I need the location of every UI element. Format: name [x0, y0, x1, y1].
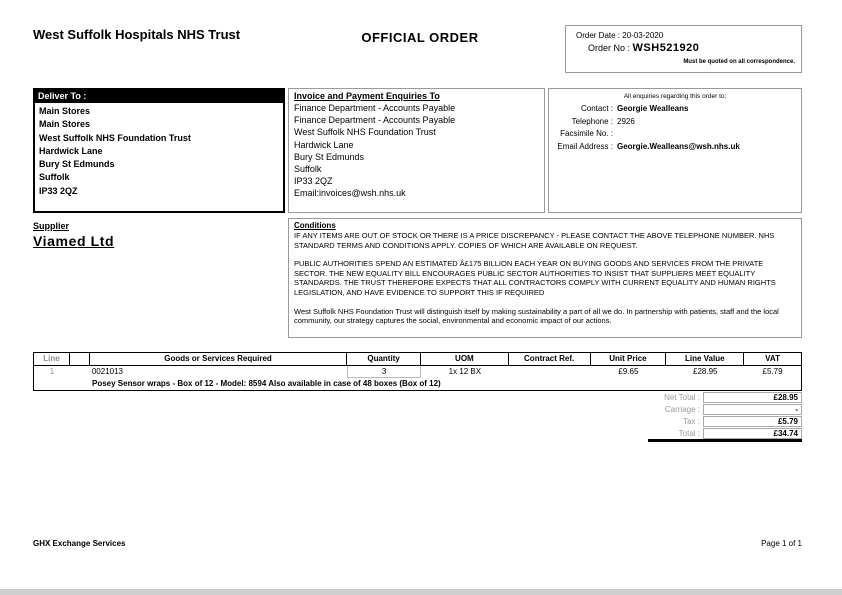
invoice-line: Hardwick Lane	[294, 139, 354, 150]
cell-quantity: 3	[347, 366, 421, 378]
carriage-row	[648, 404, 802, 415]
cell-item-description: Posey Sensor wraps - Box of 12 - Model: 8594 Also available in case of 48 boxes (Box of 12)	[92, 379, 441, 388]
document-title: OFFICIAL ORDER	[361, 30, 479, 45]
order-date-value: 20-03-2020	[622, 31, 664, 40]
deliver-line: Main Stores	[39, 119, 91, 130]
order-number-row	[588, 42, 793, 54]
order-note: Must be quoted on all correspondence.	[683, 59, 795, 65]
deliver-to-address	[35, 103, 283, 200]
facsimile-label: Facsimile No. :	[560, 129, 613, 138]
net-total-value: £28.95	[703, 392, 802, 403]
cell-uom: 1x 12 BX	[448, 367, 482, 376]
cell-unit-price: £9.65	[618, 367, 639, 376]
trust-name: West Suffolk Hospitals NHS Trust	[33, 27, 241, 42]
conditions-paragraph: PUBLIC AUTHORITIES SPEND AN ESTIMATED Â£175 BILLION EACH YEAR ON BUYING GOODS AND SERVICES FROM THE PRIVATE SECTOR. THE NEW EQUALITY BILL ENCOURAGES PUBLIC SECTOR AUTHORITIES TO INSIST THAT SUPPLIERS MEET EQUALITY STANDARDS. THE TRUST THEREFORE EXPECTS THAT ALL CONTRACTORS COMPLY WITH CURRENT EQUALITY AND HUMAN RIGHTS LEGISLATION, AND HAVE EVIDENCE TO SUPPORT THIS IF REQUIRED	[294, 259, 776, 297]
invoice-email-line: Email:invoices@wsh.nhs.uk	[294, 188, 406, 199]
col-header-unit-price: Unit Price	[591, 353, 667, 365]
tax-value: £5.79	[703, 416, 802, 427]
footer-service-name: GHX Exchange Services	[33, 539, 126, 548]
cell-line-no: 1	[49, 367, 55, 376]
conditions-box	[288, 218, 802, 338]
order-no-label: Order No :	[588, 43, 631, 53]
col-header-vat: VAT	[765, 354, 780, 363]
deliver-line: Suffolk	[39, 172, 70, 183]
net-total-label: Net Total :	[664, 393, 700, 402]
order-date-label: Order Date :	[576, 31, 621, 40]
contact-value: Georgie Wealleans	[617, 104, 689, 113]
total-rule	[648, 439, 802, 442]
order-date-row	[576, 31, 793, 40]
deliver-line: Bury St Edmunds	[39, 159, 115, 170]
page-bottom-edge	[0, 589, 842, 595]
table-header-row	[34, 353, 801, 366]
telephone-value: 2926	[617, 117, 635, 126]
total-value: £34.74	[703, 428, 802, 439]
enquiries-note: All enquiries regarding this order to:	[623, 93, 727, 100]
supplier-name: Viamed Ltd	[33, 233, 115, 249]
table-row	[34, 366, 801, 378]
telephone-label: Telephone :	[571, 117, 613, 126]
order-lines-table	[33, 352, 802, 391]
conditions-paragraph: IF ANY ITEMS ARE OUT OF STOCK OR THERE IS A PRICE DISCREPANCY - PLEASE CONTACT THE ABOVE TELEPHONE NUMBER. NHS STANDARD TERMS AND CONDITIONS APPLY. COPIES OF WHICH ARE AVAILABLE ON REQUEST.	[294, 231, 775, 250]
totals-block	[648, 392, 802, 440]
cell-item-code: 0021013	[91, 367, 124, 376]
cell-vat: £5.79	[762, 367, 783, 376]
col-header-contract-ref: Contract Ref.	[509, 353, 591, 365]
cell-contract-ref	[509, 366, 591, 378]
invoice-line: Bury St Edmunds	[294, 151, 365, 162]
supplier-heading: Supplier	[33, 221, 70, 231]
deliver-to-heading: Deliver To :	[35, 90, 283, 103]
contact-label: Contact :	[580, 104, 613, 113]
order-no-value: WSH521920	[632, 42, 700, 54]
conditions-heading: Conditions	[294, 221, 336, 230]
telephone-row	[551, 117, 797, 128]
cell-blank	[70, 366, 90, 378]
facsimile-row	[551, 129, 797, 140]
col-header-quantity: Quantity	[347, 353, 421, 365]
deliver-to-box	[33, 88, 285, 213]
email-row	[551, 142, 797, 153]
invoice-line: West Suffolk NHS Foundation Trust	[294, 127, 436, 138]
tax-label: Tax :	[683, 417, 700, 426]
invoice-address	[294, 102, 539, 200]
col-header-goods: Goods or Services Required	[90, 353, 347, 365]
col-header-blank	[70, 353, 90, 365]
total-row	[648, 428, 802, 439]
deliver-line: Main Stores	[39, 106, 91, 116]
order-info-box	[565, 25, 802, 73]
invoice-line: Finance Department - Accounts Payable	[294, 115, 456, 126]
invoice-enquiries-box	[288, 88, 545, 213]
tax-row	[648, 416, 802, 427]
col-header-uom: UOM	[421, 353, 509, 365]
contact-row	[551, 104, 797, 115]
carriage-label: Carriage :	[664, 405, 700, 414]
col-header-line-value: Line Value	[666, 353, 744, 365]
col-header-line: Line	[34, 353, 70, 365]
net-total-row	[648, 392, 802, 403]
deliver-line: West Suffolk NHS Foundation Trust	[39, 132, 191, 143]
carriage-value: -	[703, 404, 802, 415]
conditions-paragraph: West Suffolk NHS Foundation Trust will distinguish itself by making sustainability a part of all we do. In partnership with patients, staff and the local community, our strategy captures the social, environmental and economic impact of our actions.	[294, 306, 779, 326]
deliver-line: Hardwick Lane	[39, 145, 103, 156]
invoice-line: IP33 2QZ	[294, 176, 333, 187]
email-label: Email Address :	[557, 142, 613, 151]
enquiries-contact-box	[548, 88, 802, 213]
deliver-line: IP33 2QZ	[39, 185, 78, 196]
cell-line-value: £28.95	[693, 367, 718, 376]
invoice-line: Finance Department - Accounts Payable	[294, 103, 456, 113]
footer-page-number: Page 1 of 1	[761, 539, 802, 548]
email-value: Georgie.Wealleans@wsh.nhs.uk	[617, 142, 740, 151]
invoice-enquiries-heading: Invoice and Payment Enquiries To	[294, 91, 440, 101]
total-label: Total :	[678, 429, 700, 438]
invoice-line: Suffolk	[294, 164, 322, 175]
